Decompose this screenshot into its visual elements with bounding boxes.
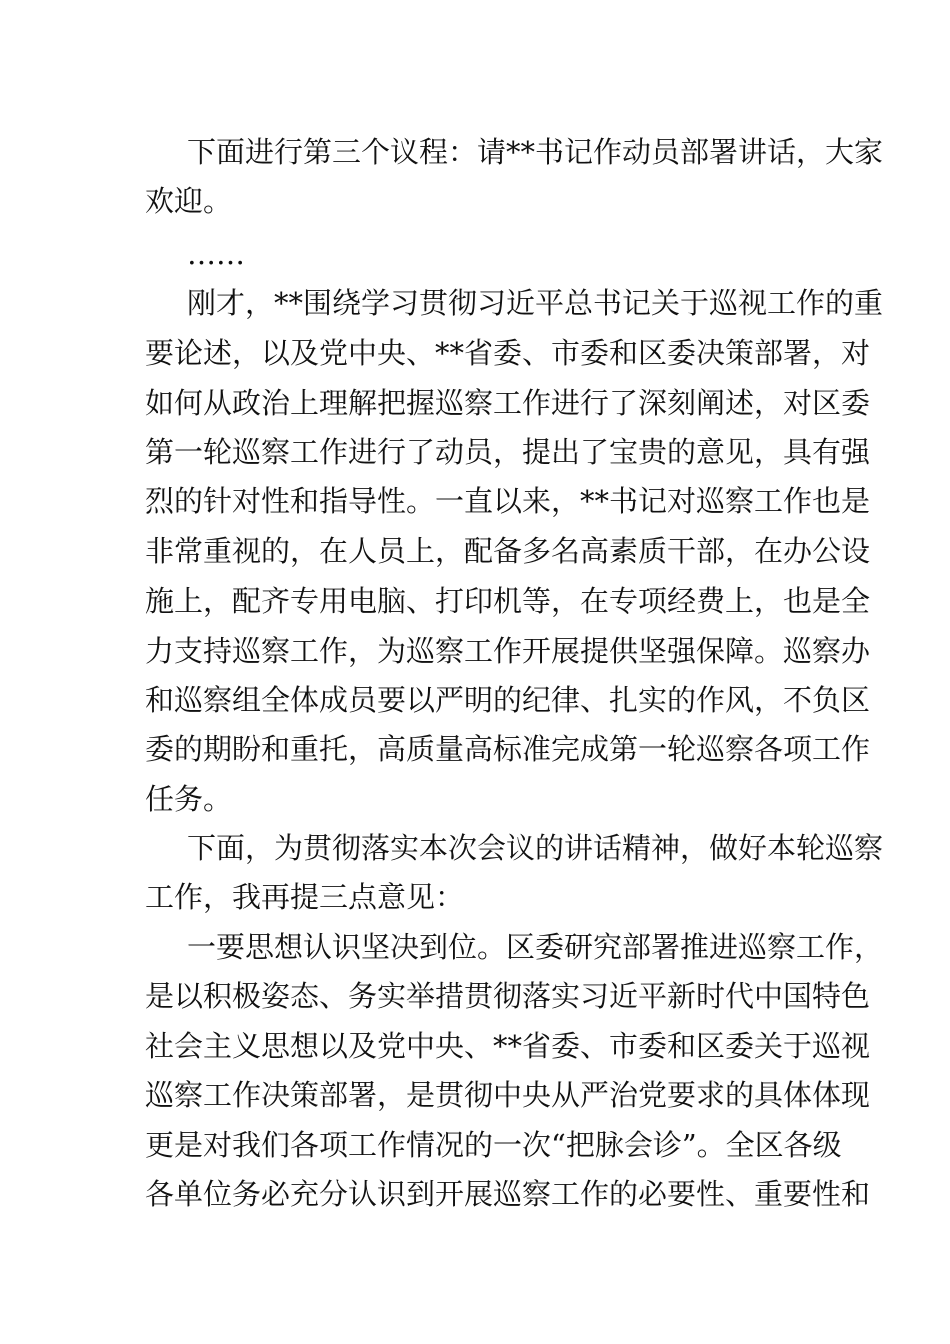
text-line: 下面进行第三个议程：请**书记作动员部署讲话，大家 <box>187 135 884 169</box>
text-line: 是以积极姿态、务实举措贯彻落实习近平新时代中国特色 <box>145 979 871 1013</box>
text-line: 如何从政治上理解把握巡察工作进行了深刻阐述，对区委 <box>145 386 871 420</box>
text-line: 第一轮巡察工作进行了动员，提出了宝贵的意见，具有强 <box>145 435 871 469</box>
text-line: 一要思想认识坚决到位。区委研究部署推进巡察工作， <box>187 930 884 964</box>
text-line: 任务。 <box>145 782 233 816</box>
text-line: …… <box>187 237 245 271</box>
text-line: 工作，我再提三点意见： <box>145 880 465 914</box>
text-line: 社会主义思想以及党中央、**省委、市委和区委关于巡视 <box>145 1029 871 1063</box>
text-line: 下面，为贯彻落实本次会议的讲话精神，做好本轮巡察 <box>187 831 884 865</box>
text-line: 要论述，以及党中央、**省委、市委和区委决策部署，对 <box>145 336 871 370</box>
text-line: 烈的针对性和指导性。一直以来，**书记对巡察工作也是 <box>145 484 871 518</box>
text-line: 巡察工作决策部署，是贯彻中央从严治党要求的具体体现 <box>145 1078 871 1112</box>
text-line: 各单位务必充分认识到开展巡察工作的必要性、重要性和 <box>145 1177 871 1211</box>
text-line: 非常重视的，在人员上，配备多名高素质干部，在办公设 <box>145 534 871 568</box>
text-line: 刚才，**围绕学习贯彻习近平总书记关于巡视工作的重 <box>187 286 884 320</box>
text-line: 欢迎。 <box>145 184 233 218</box>
text-line: 施上，配齐专用电脑、打印机等，在专项经费上，也是全 <box>145 584 871 618</box>
text-line: 更是对我们各项工作情况的一次“把脉会诊”。全区各级 <box>145 1128 842 1162</box>
text-line: 委的期盼和重托，高质量高标准完成第一轮巡察各项工作 <box>145 732 871 766</box>
text-line: 和巡察组全体成员要以严明的纪律、扎实的作风，不负区 <box>145 683 871 717</box>
text-line: 力支持巡察工作，为巡察工作开展提供坚强保障。巡察办 <box>145 634 871 668</box>
